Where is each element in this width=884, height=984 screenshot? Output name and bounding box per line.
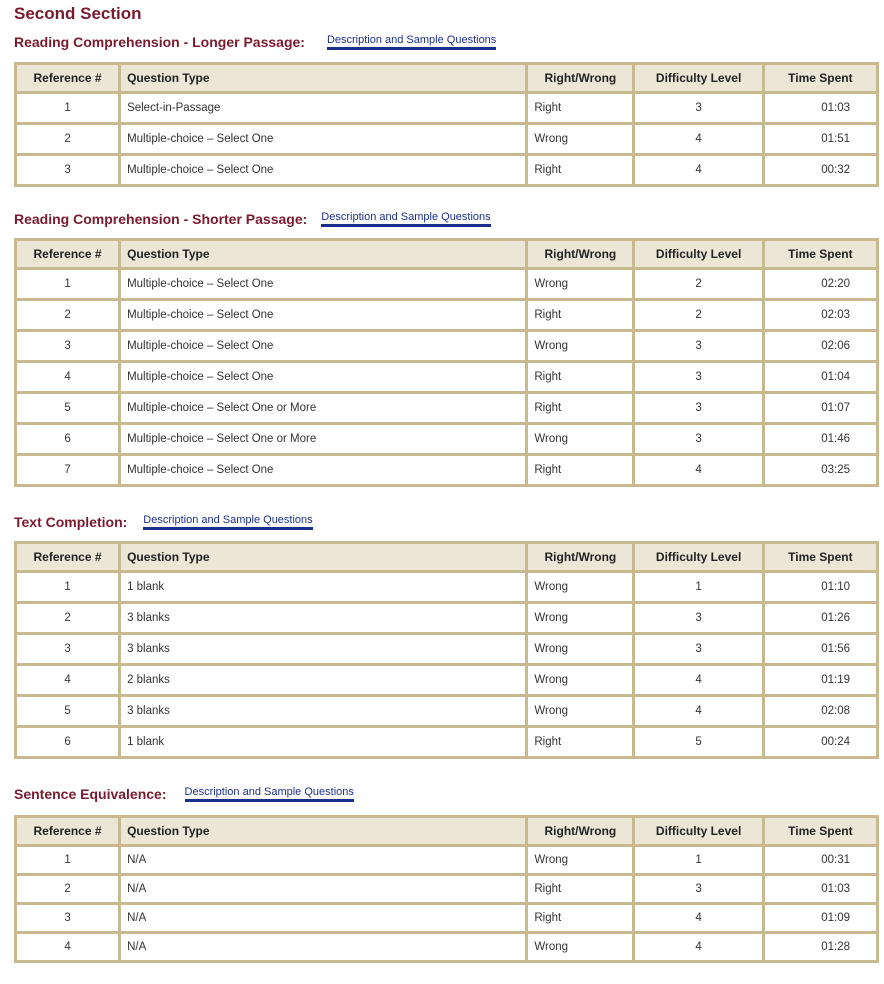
table-row: [17, 425, 876, 453]
page-title: Second Section: [14, 4, 142, 23]
cell-difficulty: 4: [635, 666, 761, 694]
cell-time-spent: 02:20: [765, 270, 876, 298]
table-header-row: [17, 544, 876, 570]
cell-question-type: Multiple-choice – Select One: [121, 270, 525, 298]
cell-reference: 4: [17, 666, 118, 694]
cell-question-type: Multiple-choice – Select One: [121, 332, 525, 360]
column-header-right-wrong: Right/Wrong: [528, 544, 632, 570]
cell-right-wrong: Wrong: [528, 573, 632, 601]
table-row: [17, 666, 876, 694]
cell-time-spent: 00:32: [765, 156, 876, 184]
column-header-difficulty: Difficulty Level: [635, 544, 761, 570]
cell-question-type: N/A: [121, 934, 525, 960]
table-row: [17, 697, 876, 725]
cell-difficulty: 4: [635, 934, 761, 960]
table-row: [17, 363, 876, 391]
table-row: [17, 270, 876, 298]
cell-question-type: 3 blanks: [121, 604, 525, 632]
cell-reference: 1: [17, 573, 118, 601]
cell-time-spent: 01:51: [765, 125, 876, 153]
column-header-question-type: Question Type: [121, 544, 525, 570]
cell-difficulty: 3: [635, 635, 761, 663]
table-header-row: [17, 818, 876, 844]
table-row: [17, 301, 876, 329]
cell-time-spent: 01:03: [765, 94, 876, 122]
table-row: [17, 604, 876, 632]
cell-right-wrong: Wrong: [528, 934, 632, 960]
cell-question-type: 1 blank: [121, 573, 525, 601]
cell-question-type: 3 blanks: [121, 635, 525, 663]
cell-reference: 3: [17, 635, 118, 663]
section-title: Text Completion:: [14, 514, 128, 530]
table-row: [17, 156, 876, 184]
column-header-question-type: Question Type: [121, 818, 525, 844]
description-sample-questions-link[interactable]: Description and Sample Questions: [185, 786, 354, 802]
cell-right-wrong: Wrong: [528, 270, 632, 298]
column-header-difficulty: Difficulty Level: [635, 241, 761, 267]
column-header-question-type: Question Type: [121, 241, 525, 267]
cell-reference: 4: [17, 934, 118, 960]
cell-right-wrong: Wrong: [528, 332, 632, 360]
cell-right-wrong: Wrong: [528, 847, 632, 873]
cell-reference: 1: [17, 94, 118, 122]
cell-time-spent: 01:46: [765, 425, 876, 453]
column-header-time-spent: Time Spent: [765, 818, 876, 844]
cell-time-spent: 01:09: [765, 905, 876, 931]
cell-time-spent: 01:26: [765, 604, 876, 632]
section-header-reading-shorter: [14, 211, 491, 227]
cell-reference: 5: [17, 394, 118, 422]
cell-time-spent: 01:10: [765, 573, 876, 601]
column-header-difficulty: Difficulty Level: [635, 65, 761, 91]
cell-difficulty: 4: [635, 156, 761, 184]
table-row: [17, 456, 876, 484]
cell-question-type: Multiple-choice – Select One or More: [121, 394, 525, 422]
cell-question-type: N/A: [121, 847, 525, 873]
column-header-reference: Reference #: [17, 241, 118, 267]
cell-right-wrong: Right: [528, 876, 632, 902]
section-title: Sentence Equivalence:: [14, 786, 167, 802]
column-header-right-wrong: Right/Wrong: [528, 818, 632, 844]
cell-difficulty: 3: [635, 332, 761, 360]
column-header-reference: Reference #: [17, 544, 118, 570]
results-table-reading-longer: [14, 62, 879, 187]
table-row: [17, 394, 876, 422]
cell-difficulty: 1: [635, 573, 761, 601]
cell-reference: 2: [17, 604, 118, 632]
cell-right-wrong: Wrong: [528, 425, 632, 453]
description-sample-questions-link[interactable]: Description and Sample Questions: [321, 211, 490, 227]
cell-right-wrong: Wrong: [528, 635, 632, 663]
cell-right-wrong: Right: [528, 394, 632, 422]
cell-reference: 4: [17, 363, 118, 391]
results-table-sentence-equivalence: [14, 815, 879, 963]
column-header-reference: Reference #: [17, 818, 118, 844]
cell-question-type: 2 blanks: [121, 666, 525, 694]
cell-reference: 5: [17, 697, 118, 725]
cell-question-type: N/A: [121, 905, 525, 931]
cell-difficulty: 3: [635, 425, 761, 453]
cell-time-spent: 02:03: [765, 301, 876, 329]
cell-right-wrong: Right: [528, 156, 632, 184]
description-sample-questions-link[interactable]: Description and Sample Questions: [143, 514, 312, 530]
cell-reference: 2: [17, 301, 118, 329]
cell-right-wrong: Wrong: [528, 666, 632, 694]
cell-right-wrong: Wrong: [528, 697, 632, 725]
cell-question-type: Select-in-Passage: [121, 94, 525, 122]
cell-difficulty: 4: [635, 697, 761, 725]
description-sample-questions-link[interactable]: Description and Sample Questions: [327, 34, 496, 50]
cell-difficulty: 5: [635, 728, 761, 756]
cell-time-spent: 01:07: [765, 394, 876, 422]
cell-time-spent: 00:31: [765, 847, 876, 873]
table-row: [17, 332, 876, 360]
cell-question-type: Multiple-choice – Select One or More: [121, 425, 525, 453]
cell-reference: 6: [17, 425, 118, 453]
section-title: Reading Comprehension - Longer Passage:: [14, 34, 305, 50]
cell-right-wrong: Wrong: [528, 125, 632, 153]
cell-difficulty: 3: [635, 876, 761, 902]
table-row: [17, 934, 876, 960]
column-header-time-spent: Time Spent: [765, 544, 876, 570]
cell-time-spent: 01:28: [765, 934, 876, 960]
column-header-right-wrong: Right/Wrong: [528, 241, 632, 267]
cell-time-spent: 02:08: [765, 697, 876, 725]
column-header-right-wrong: Right/Wrong: [528, 65, 632, 91]
cell-difficulty: 3: [635, 363, 761, 391]
column-header-time-spent: Time Spent: [765, 241, 876, 267]
cell-time-spent: 01:19: [765, 666, 876, 694]
cell-right-wrong: Right: [528, 456, 632, 484]
cell-time-spent: 00:24: [765, 728, 876, 756]
cell-right-wrong: Wrong: [528, 604, 632, 632]
results-table-text-completion: [14, 541, 879, 759]
cell-reference: 7: [17, 456, 118, 484]
table-row: [17, 847, 876, 873]
cell-reference: 2: [17, 125, 118, 153]
cell-difficulty: 4: [635, 905, 761, 931]
cell-difficulty: 1: [635, 847, 761, 873]
cell-right-wrong: Right: [528, 905, 632, 931]
cell-reference: 1: [17, 270, 118, 298]
cell-question-type: Multiple-choice – Select One: [121, 156, 525, 184]
cell-right-wrong: Right: [528, 94, 632, 122]
cell-reference: 1: [17, 847, 118, 873]
table-row: [17, 905, 876, 931]
table-row: [17, 573, 876, 601]
cell-question-type: 1 blank: [121, 728, 525, 756]
cell-difficulty: 2: [635, 301, 761, 329]
cell-right-wrong: Right: [528, 728, 632, 756]
section-header-sentence-equivalence: [14, 786, 354, 802]
cell-right-wrong: Right: [528, 363, 632, 391]
cell-difficulty: 4: [635, 456, 761, 484]
cell-question-type: Multiple-choice – Select One: [121, 301, 525, 329]
cell-question-type: N/A: [121, 876, 525, 902]
cell-time-spent: 01:04: [765, 363, 876, 391]
results-table-reading-shorter: [14, 238, 879, 487]
cell-difficulty: 3: [635, 394, 761, 422]
cell-difficulty: 4: [635, 125, 761, 153]
table-header-row: [17, 65, 876, 91]
section-header-reading-longer: [14, 34, 496, 50]
table-row: [17, 876, 876, 902]
cell-reference: 3: [17, 156, 118, 184]
cell-reference: 6: [17, 728, 118, 756]
column-header-question-type: Question Type: [121, 65, 525, 91]
section-title: Reading Comprehension - Shorter Passage:: [14, 211, 308, 227]
table-row: [17, 94, 876, 122]
table-row: [17, 728, 876, 756]
table-row: [17, 635, 876, 663]
table-row: [17, 125, 876, 153]
cell-question-type: Multiple-choice – Select One: [121, 125, 525, 153]
column-header-reference: Reference #: [17, 65, 118, 91]
cell-reference: 3: [17, 332, 118, 360]
cell-time-spent: 03:25: [765, 456, 876, 484]
cell-question-type: 3 blanks: [121, 697, 525, 725]
cell-right-wrong: Right: [528, 301, 632, 329]
cell-difficulty: 3: [635, 604, 761, 632]
table-header-row: [17, 241, 876, 267]
column-header-time-spent: Time Spent: [765, 65, 876, 91]
cell-time-spent: 02:06: [765, 332, 876, 360]
cell-question-type: Multiple-choice – Select One: [121, 456, 525, 484]
cell-reference: 3: [17, 905, 118, 931]
cell-difficulty: 3: [635, 94, 761, 122]
cell-reference: 2: [17, 876, 118, 902]
cell-time-spent: 01:56: [765, 635, 876, 663]
section-header-text-completion: [14, 514, 313, 530]
cell-time-spent: 01:03: [765, 876, 876, 902]
cell-difficulty: 2: [635, 270, 761, 298]
column-header-difficulty: Difficulty Level: [635, 818, 761, 844]
cell-question-type: Multiple-choice – Select One: [121, 363, 525, 391]
